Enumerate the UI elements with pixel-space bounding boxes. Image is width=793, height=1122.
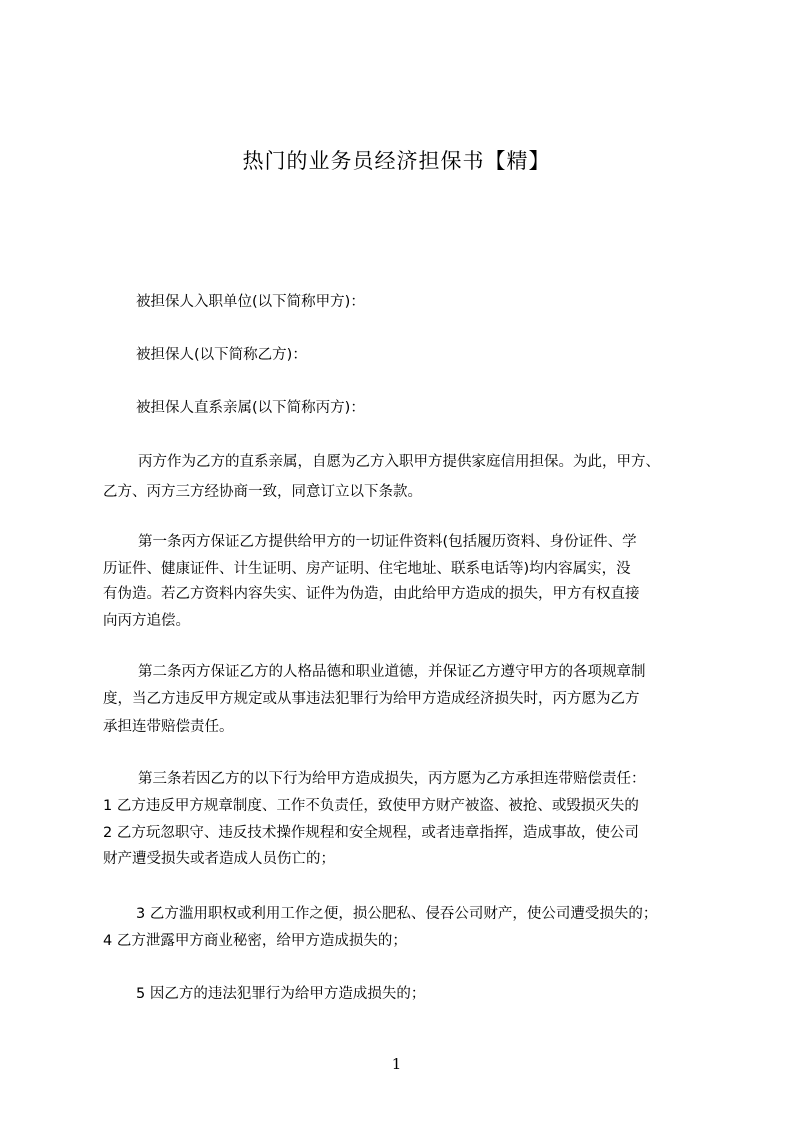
text-line: 2 乙方玩忽职守、违反技术操作规程和安全规程，或者违章指挥，造成事故，使公司 <box>103 825 639 841</box>
text-line: 被担保人(以下简称乙方)： <box>136 347 307 363</box>
text-line: 被担保人直系亲属(以下简称丙方)： <box>136 400 365 416</box>
text-line: 第一条丙方保证乙方提供给甲方的一切证件资料(包括履历资料、身份证件、学 <box>138 534 637 550</box>
text-line: 4 乙方泄露甲方商业秘密，给甲方造成损失的； <box>103 933 407 949</box>
text-line: 向丙方追偿。 <box>103 613 190 629</box>
text-line: 1 乙方违反甲方规章制度、工作不负责任，致使甲方财产被盗、被抢、或毁损灭失的 <box>103 798 639 814</box>
page-number: 1 <box>391 1055 402 1073</box>
text-line: 5 因乙方的违法犯罪行为给甲方造成损失的； <box>136 986 426 1002</box>
text-line: 第三条若因乙方的以下行为给甲方造成损失，丙方愿为乙方承担连带赔偿责任： <box>138 771 646 787</box>
text-line: 有伪造。若乙方资料内容失实、证件为伪造，由此给甲方造成的损失，甲方有权直接 <box>103 586 640 602</box>
text-line: 丙方作为乙方的直系亲属，自愿为乙方入职甲方提供家庭信用担保。为此，甲方、 <box>138 454 660 470</box>
text-line: 第二条丙方保证乙方的人格品德和职业道德，并保证乙方遵守甲方的各项规章制 <box>138 664 646 680</box>
text-line: 财产遭受损失或者造成人员伤亡的； <box>103 851 335 867</box>
document-title: 热门的业务员经济担保书【精】 <box>242 149 551 173</box>
text-line: 乙方、丙方三方经协商一致，同意订立以下条款。 <box>103 484 422 500</box>
text-line: 承担连带赔偿责任。 <box>103 719 234 735</box>
text-line: 被担保人入职单位(以下简称甲方)： <box>136 294 365 310</box>
text-line: 度，当乙方违反甲方规定或从事违法犯罪行为给甲方造成经济损失时，丙方愿为乙方 <box>103 691 640 707</box>
text-line: 3 乙方滥用职权或利用工作之便，损公肥私、侵吞公司财产，使公司遭受损失的； <box>136 906 658 922</box>
text-line: 历证件、健康证件、计生证明、房产证明、住宅地址、联系电话等)均内容属实，没 <box>103 561 631 577</box>
